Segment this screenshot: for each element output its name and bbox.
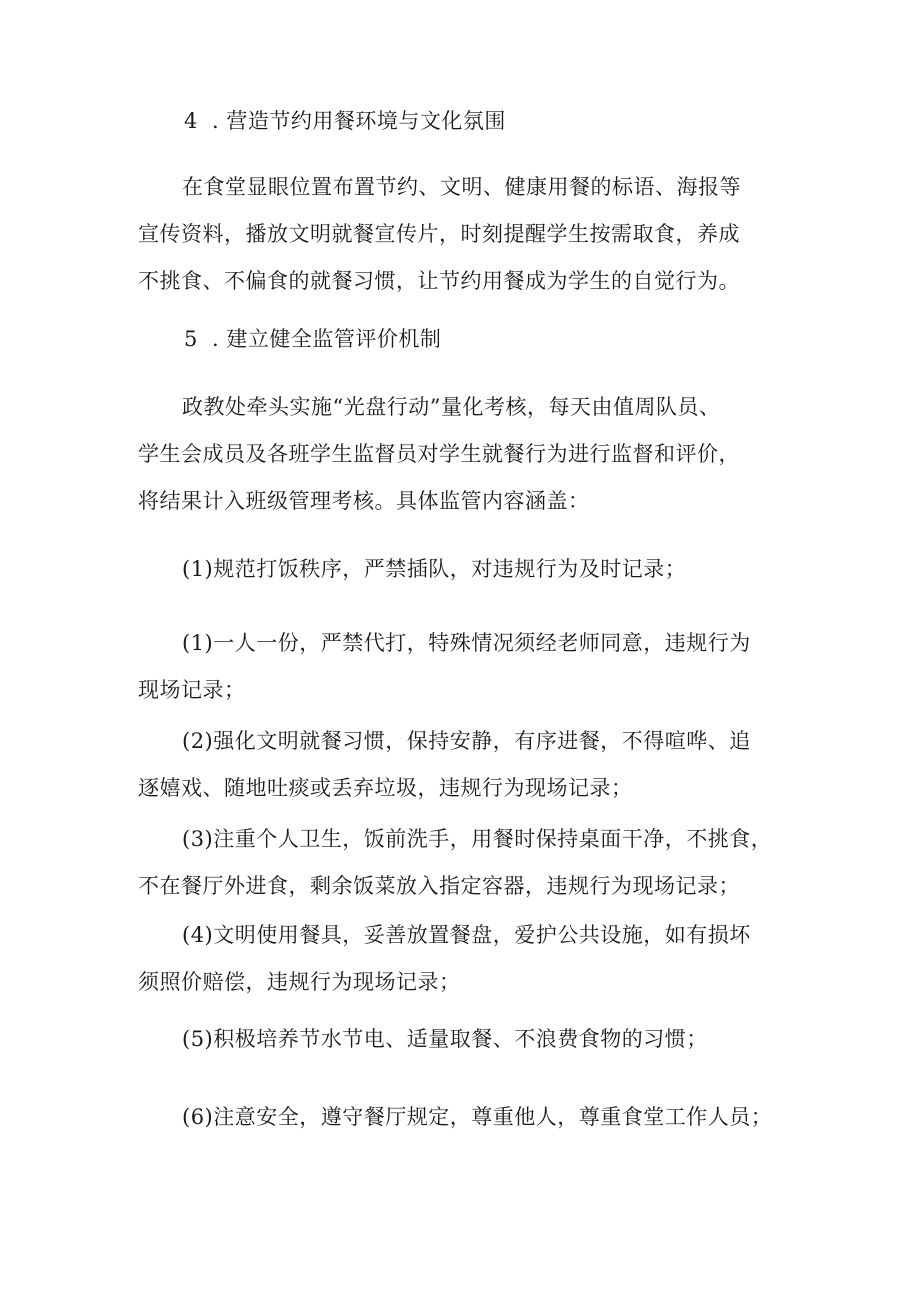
section-number-4: 4 xyxy=(184,109,198,133)
list-item-line: (3)注重个人卫生，饭前洗手，用餐时保持桌面干净，不挑食， xyxy=(182,827,773,851)
list-item xyxy=(138,1094,798,1141)
paragraph-supervision xyxy=(138,384,798,525)
section-heading-4 xyxy=(138,98,844,145)
list-item-line: (5)积极培养节水节电、适量取餐、不浪费食物的习惯； xyxy=(182,1027,708,1051)
list-item xyxy=(138,912,798,1006)
section-heading-5 xyxy=(138,316,844,363)
paragraph-line: 不挑食、不偏食的就餐习惯，让节约用餐成为学生的自觉行为。 xyxy=(138,269,740,293)
section-number-5: 5 xyxy=(184,327,198,351)
list-item-line: 现场记录； xyxy=(138,678,246,702)
list-item xyxy=(138,1016,798,1063)
list-item-line: (2)强化文明就餐习惯，保持安静，有序进餐，不得喧哗、追 xyxy=(182,729,751,753)
list-item xyxy=(138,620,798,714)
section-title-4: . 营造节约用餐环境与文化氛围 xyxy=(212,109,506,133)
list-item-line: (4)文明使用餐具，妥善放置餐盘，爱护公共设施，如有损坏 xyxy=(182,923,751,947)
list-item-line: 不在餐厅外进食，剩余饭菜放入指定容器，违规行为现场记录； xyxy=(138,874,740,898)
paragraph-line: 学生会成员及各班学生监督员对学生就餐行为进行监督和评价， xyxy=(138,442,740,466)
paragraph-line: 宣传资料，播放文明就餐宣传片，时刻提醒学生按需取食，养成 xyxy=(138,222,740,246)
paragraph-line: 将结果计入班级管理考核。具体监管内容涵盖： xyxy=(138,489,590,513)
section-title-5: . 建立健全监管评价机制 xyxy=(212,327,442,351)
list-item xyxy=(138,718,798,812)
list-item-line: 逐嬉戏、随地吐痰或丢弃垃圾，违规行为现场记录； xyxy=(138,776,633,800)
list-item-line: (6)注意安全，遵守餐厅规定，尊重他人，尊重食堂工作人员； xyxy=(182,1105,773,1129)
list-item-line: (1)一人一份，严禁代打，特殊情况须经老师同意，违规行为 xyxy=(182,631,751,655)
list-item-line: 须照价赔偿，违规行为现场记录； xyxy=(138,970,461,994)
paragraph-line: 在食堂显眼位置布置节约、文明、健康用餐的标语、海报等 xyxy=(182,175,741,199)
list-item xyxy=(138,546,798,593)
list-item xyxy=(138,816,798,910)
list-item-line: (1)规范打饭秩序，严禁插队，对违规行为及时记录； xyxy=(182,557,687,581)
paragraph-environment xyxy=(138,164,798,305)
paragraph-line: 政教处牵头实施“光盘行动”量化考核，每天由值周队员、 xyxy=(182,395,721,419)
